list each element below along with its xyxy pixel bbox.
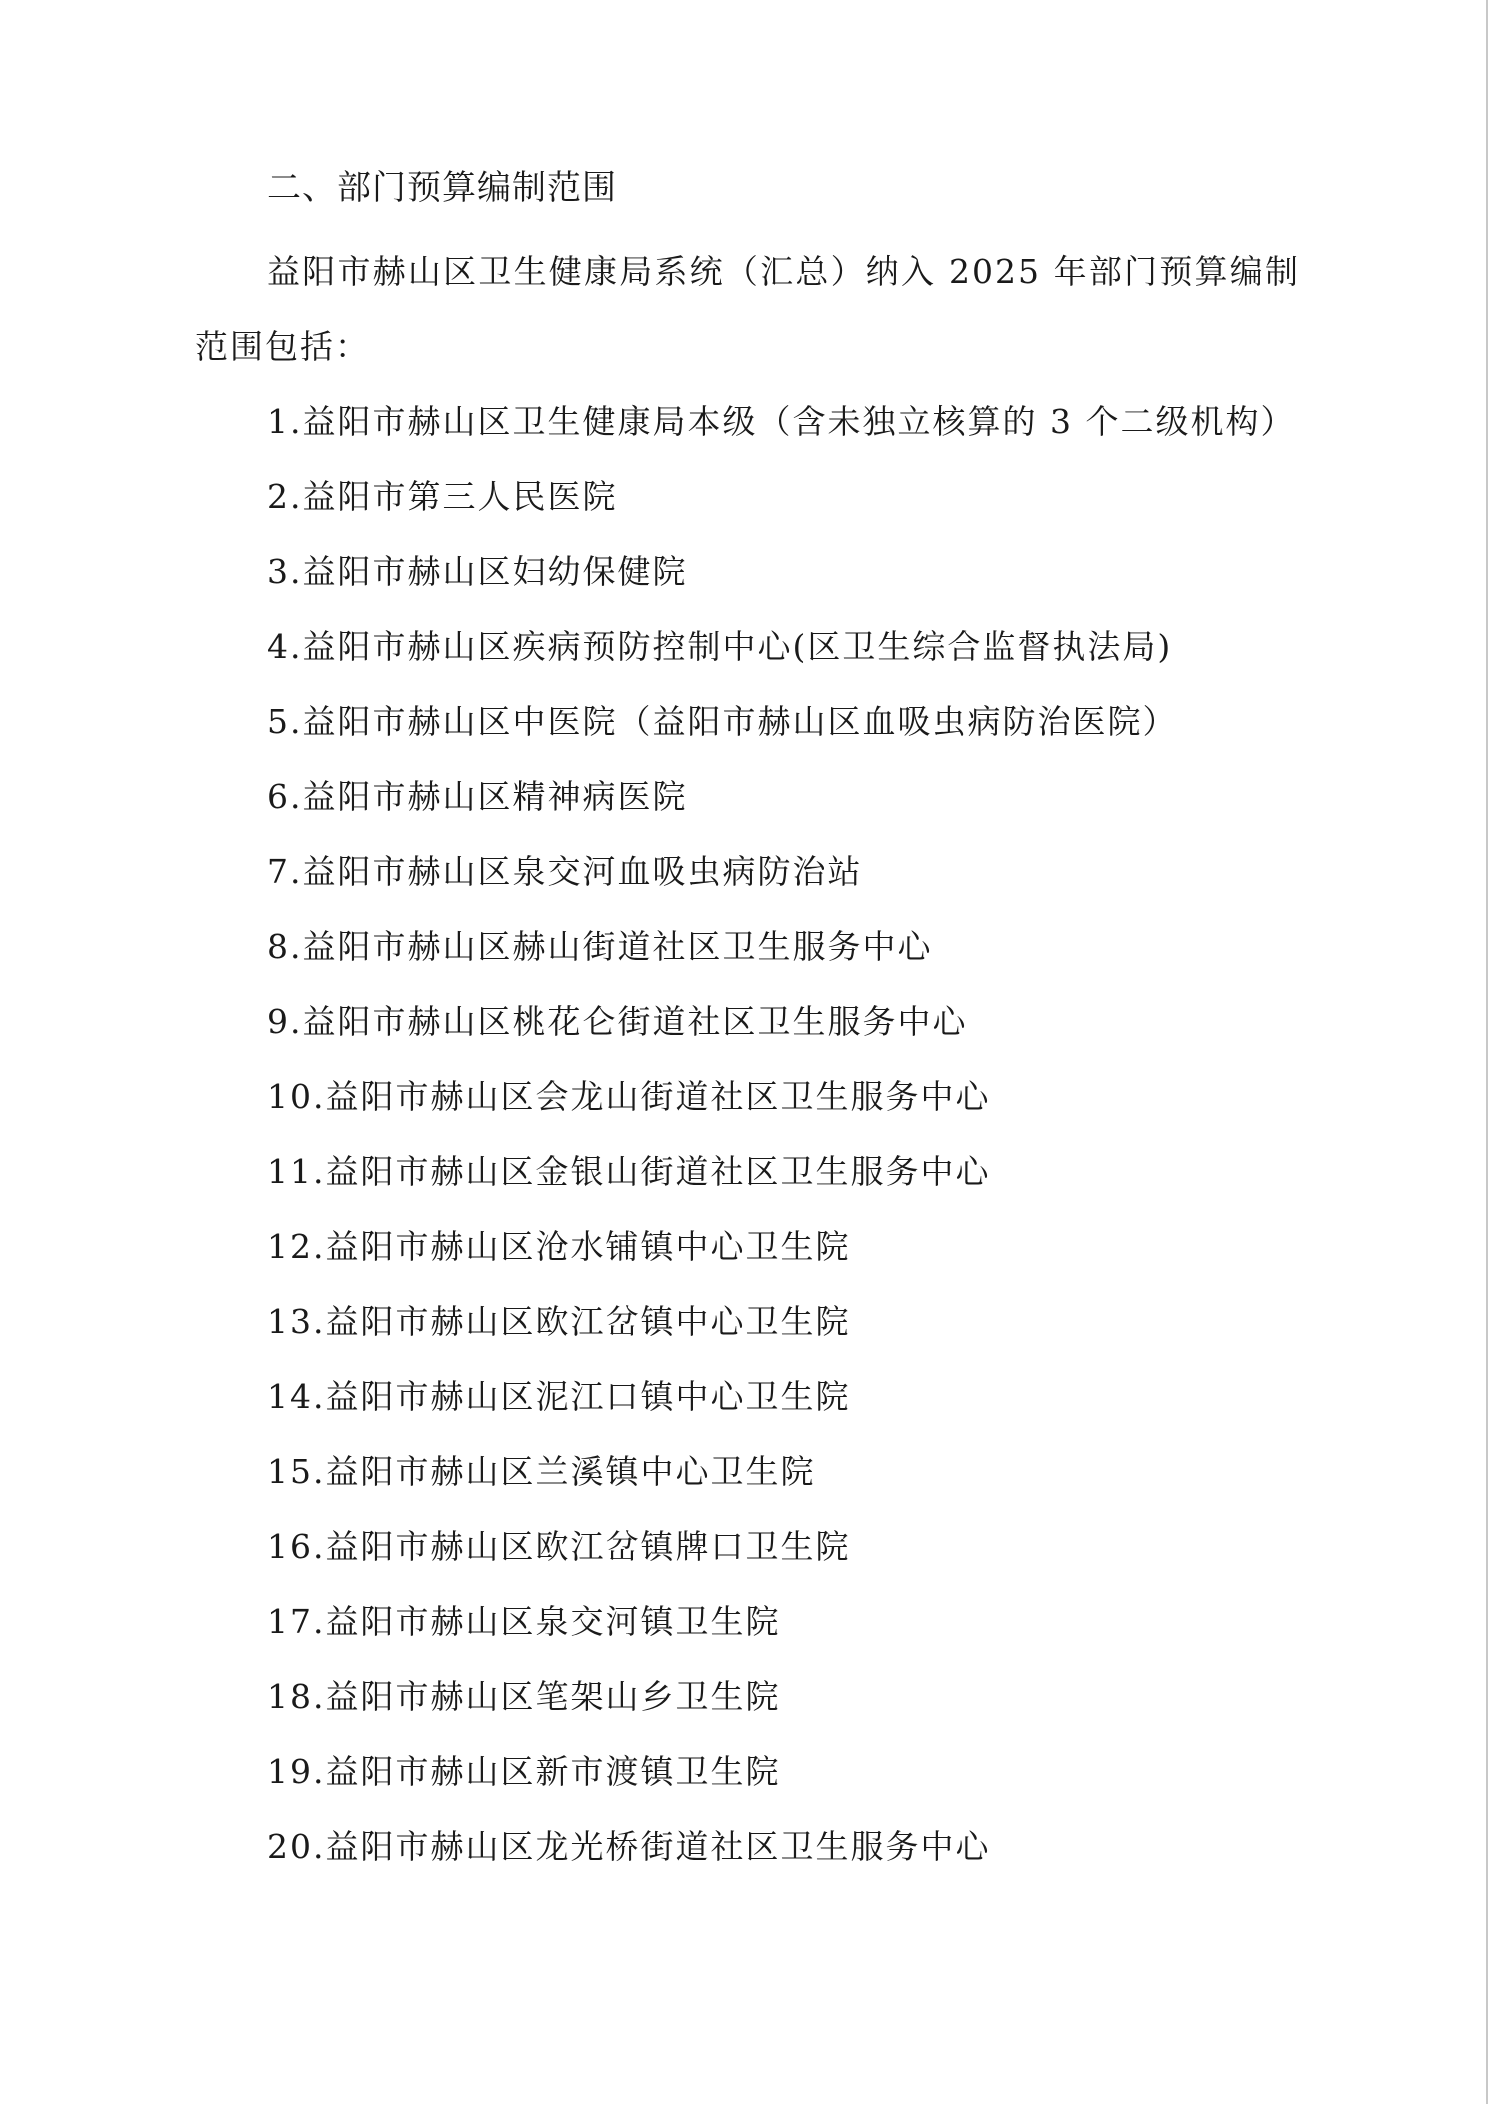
intro-paragraph: 益阳市赫山区卫生健康局系统（汇总）纳入 2025 年部门预算编制范围包括： — [195, 252, 1300, 366]
organization-list — [195, 384, 1300, 1884]
list-item: 10.益阳市赫山区会龙山街道社区卫生服务中心 — [267, 1077, 991, 1116]
list-item: 9.益阳市赫山区桃花仑街道社区卫生服务中心 — [267, 1002, 968, 1041]
list-item: 18.益阳市赫山区笔架山乡卫生院 — [267, 1677, 781, 1716]
list-item: 2.益阳市第三人民医院 — [267, 477, 618, 516]
list-item: 14.益阳市赫山区泥江口镇中心卫生院 — [267, 1377, 851, 1416]
list-item: 3.益阳市赫山区妇幼保健院 — [267, 552, 688, 591]
document-body — [195, 160, 1300, 1884]
list-item: 12.益阳市赫山区沧水铺镇中心卫生院 — [267, 1227, 851, 1266]
list-item: 17.益阳市赫山区泉交河镇卫生院 — [267, 1602, 781, 1641]
list-item: 16.益阳市赫山区欧江岔镇牌口卫生院 — [267, 1527, 851, 1566]
list-item: 6.益阳市赫山区精神病医院 — [267, 777, 688, 816]
list-item: 4.益阳市赫山区疾病预防控制中心(区卫生综合监督执法局) — [267, 627, 1173, 666]
list-item: 11.益阳市赫山区金银山街道社区卫生服务中心 — [267, 1152, 991, 1191]
list-item: 8.益阳市赫山区赫山街道社区卫生服务中心 — [267, 927, 933, 966]
list-item: 7.益阳市赫山区泉交河血吸虫病防治站 — [267, 852, 863, 891]
list-item: 1.益阳市赫山区卫生健康局本级（含未独立核算的 3 个二级机构） — [267, 402, 1296, 441]
list-item: 15.益阳市赫山区兰溪镇中心卫生院 — [267, 1452, 816, 1491]
list-item: 13.益阳市赫山区欧江岔镇中心卫生院 — [267, 1302, 851, 1341]
list-item: 20.益阳市赫山区龙光桥街道社区卫生服务中心 — [267, 1827, 991, 1866]
section-heading: 二、部门预算编制范围 — [267, 168, 617, 208]
list-item: 5.益阳市赫山区中医院（益阳市赫山区血吸虫病防治医院） — [267, 702, 1178, 741]
list-item: 19.益阳市赫山区新市渡镇卫生院 — [267, 1752, 781, 1791]
